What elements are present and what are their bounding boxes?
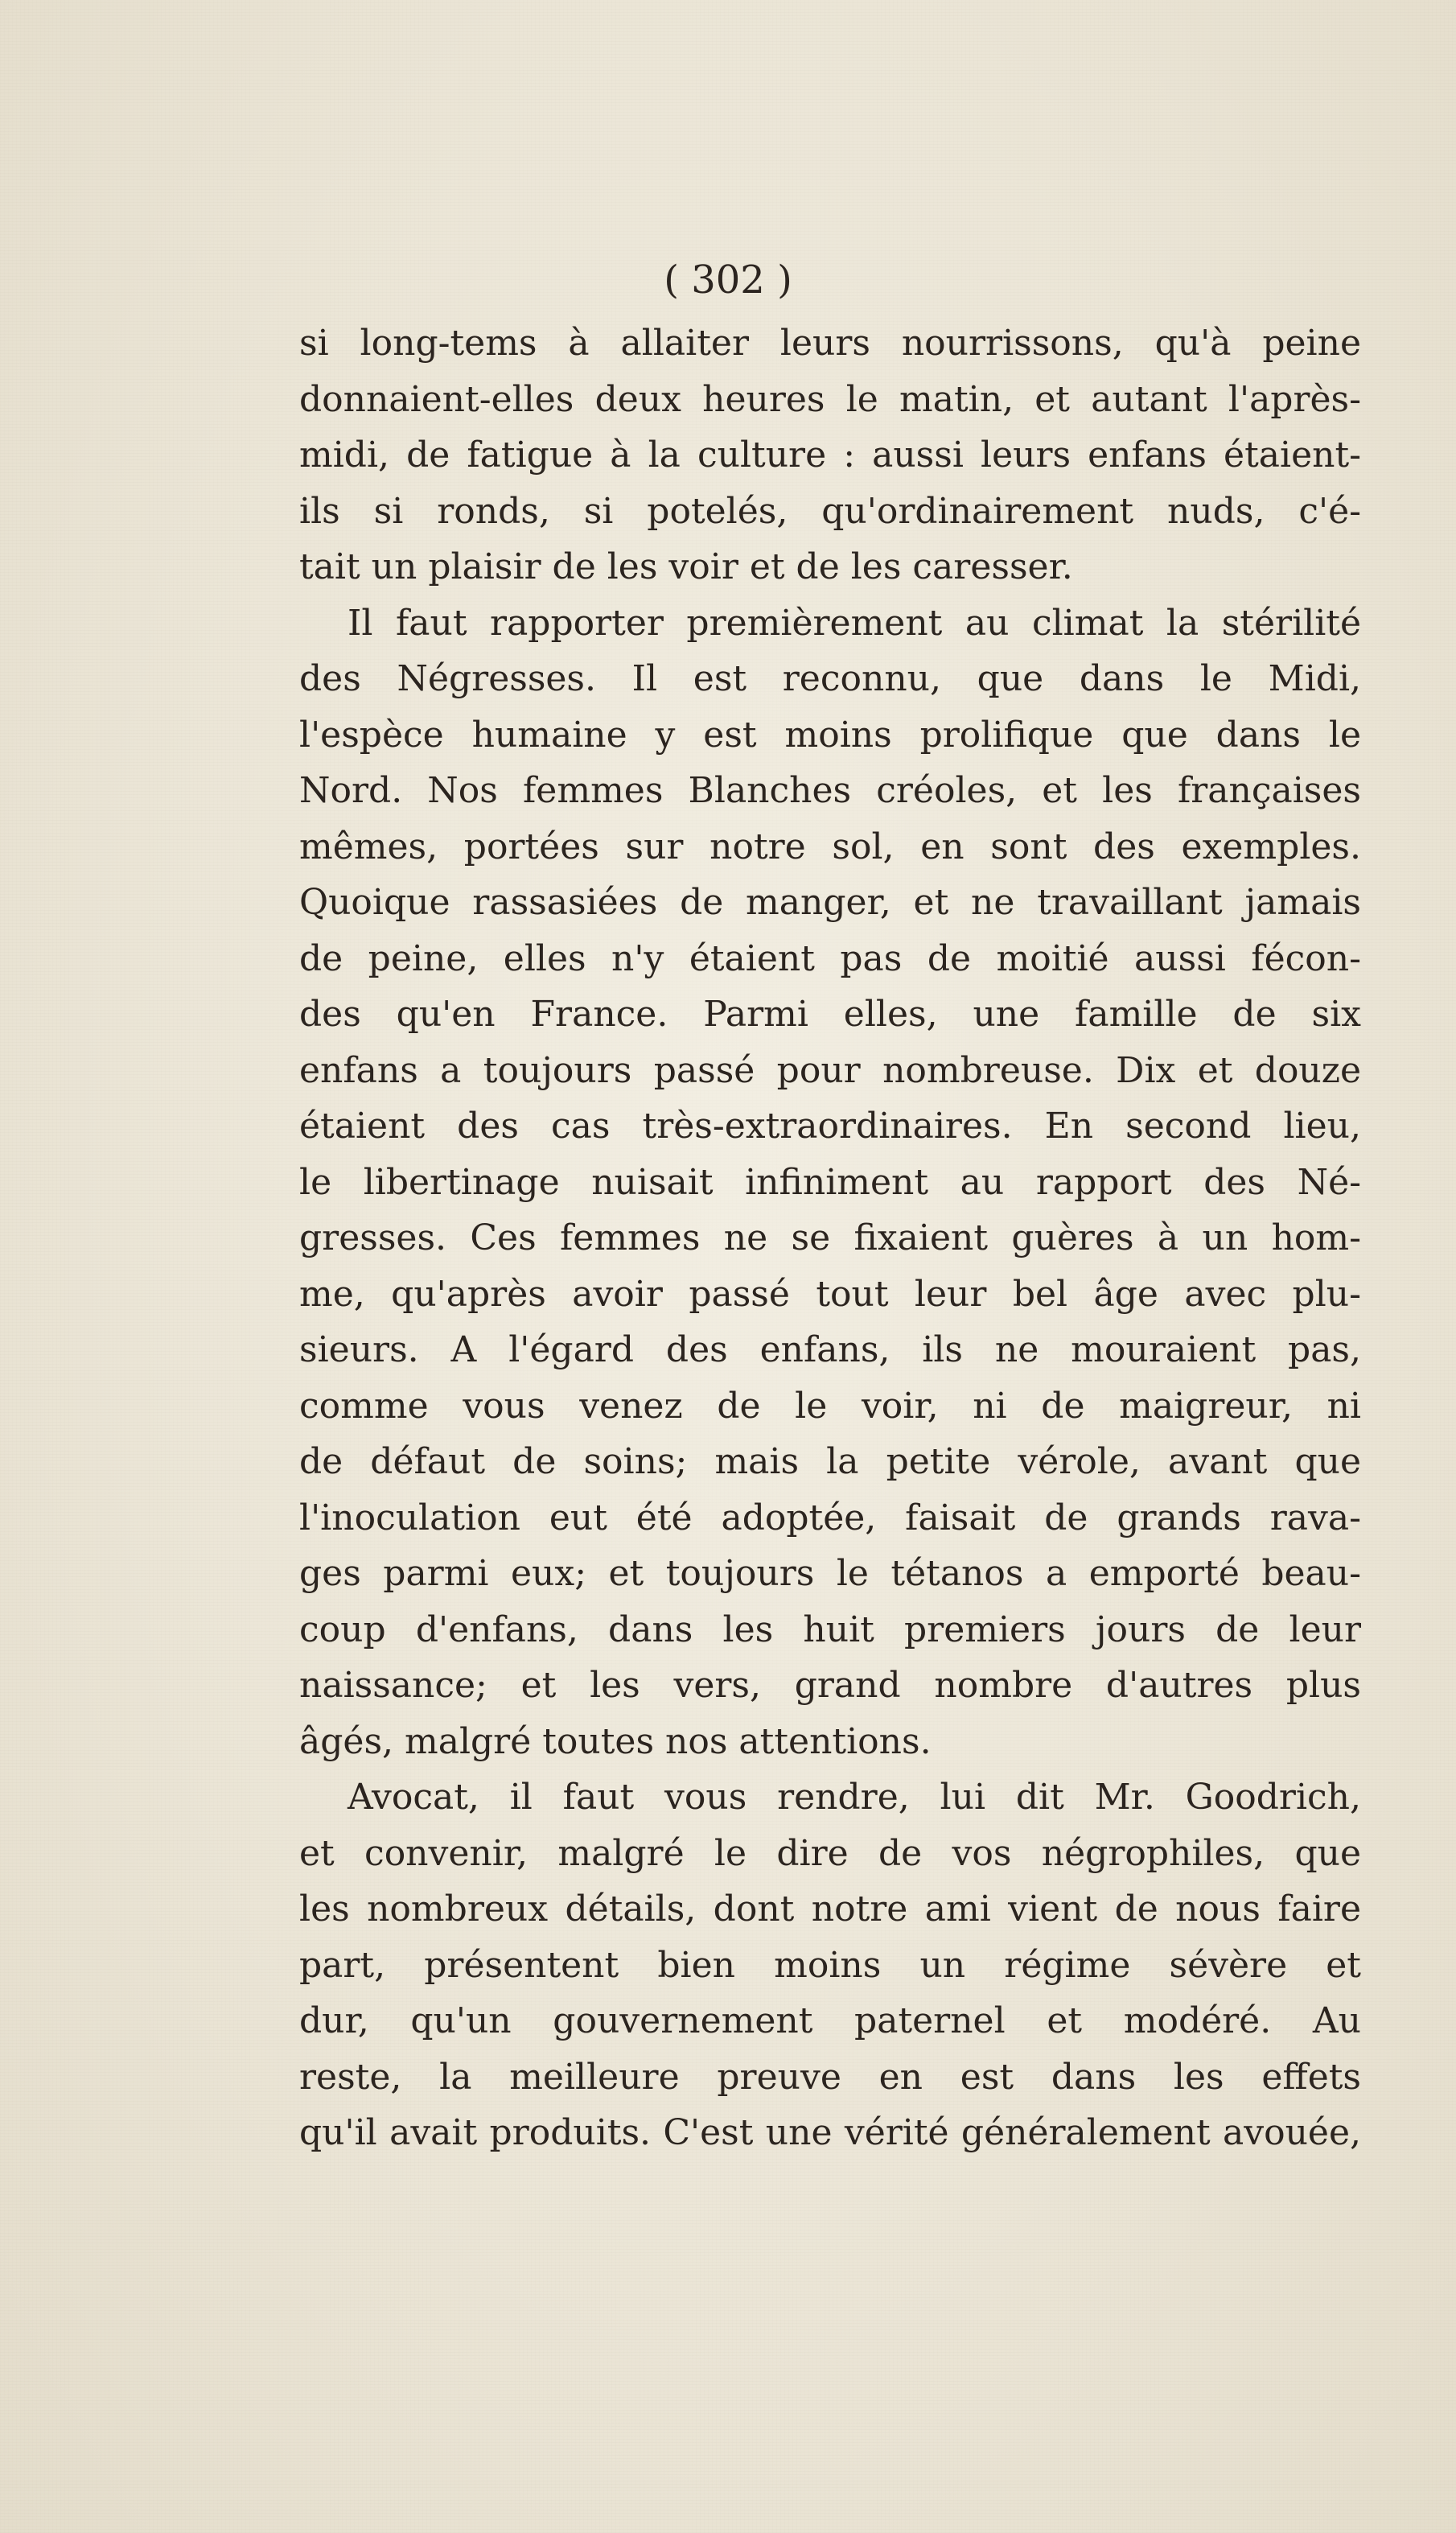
text-line: le libertinage nuisait infiniment au rapport des Né- bbox=[299, 1161, 1361, 1203]
text-line: dur, qu'un gouvernement paternel et modéré. Au bbox=[299, 2000, 1361, 2041]
text-line: les nombreux détails, dont notre ami vient de nous faire bbox=[299, 1888, 1361, 1930]
text-line: reste, la meilleure preuve en est dans les effets bbox=[299, 2056, 1361, 2098]
text-line: naissance; et les vers, grand nombre d'autres plus bbox=[299, 1665, 1361, 1706]
text-line: comme vous venez de le voir, ni de maigreur, ni bbox=[299, 1385, 1361, 1427]
text-line: me, qu'après avoir passé tout leur bel âge avec plu- bbox=[299, 1273, 1361, 1315]
text-line: des qu'en France. Parmi elles, une famille de six bbox=[299, 994, 1361, 1035]
text-line: et convenir, malgré le dire de vos négrophiles, que bbox=[299, 1832, 1361, 1874]
page-number: ( 302 ) bbox=[664, 257, 792, 303]
text-line: de peine, elles n'y étaient pas de moitié aussi fécon- bbox=[299, 937, 1361, 979]
text-line: de défaut de soins; mais la petite vérole, avant que bbox=[299, 1441, 1361, 1482]
text-line: étaient des cas très-extraordinaires. En second lieu, bbox=[299, 1106, 1361, 1147]
text-line: part, présentent bien moins un régime sévère et bbox=[299, 1944, 1361, 1986]
text-line: tait un plaisir de les voir et de les caresser. bbox=[299, 546, 1073, 587]
text-line: sieurs. A l'égard des enfans, ils ne mouraient pas, bbox=[299, 1329, 1361, 1370]
text-line: l'espèce humaine y est moins prolifique que dans le bbox=[299, 714, 1361, 756]
text-line: coup d'enfans, dans les huit premiers jours de leur bbox=[299, 1608, 1361, 1650]
text-line: âgés, malgré toutes nos attentions. bbox=[299, 1720, 932, 1762]
text-line: midi, de fatigue à la culture : aussi leurs enfans étaient- bbox=[299, 435, 1361, 476]
text-line: des Négresses. Il est reconnu, que dans le Midi, bbox=[299, 658, 1361, 699]
text-line: Il faut rapporter premièrement au climat la stérilité bbox=[348, 602, 1361, 644]
text-line: Avocat, il faut vous rendre, lui dit Mr. Goodrich, bbox=[348, 1777, 1361, 1818]
text-line: qu'il avait produits. C'est une vérité généralement avouée, bbox=[299, 2112, 1361, 2153]
page-body bbox=[299, 315, 1361, 2161]
text-line: Quoique rassasiées de manger, et ne travaillant jamais bbox=[299, 882, 1361, 923]
text-line: si long-tems à allaiter leurs nourrissons, qu'à peine bbox=[299, 323, 1361, 364]
text-line: ges parmi eux; et toujours le tétanos a emporté beau- bbox=[299, 1553, 1361, 1594]
text-line: gresses. Ces femmes ne se fixaient guères à un hom- bbox=[299, 1217, 1361, 1258]
text-line: mêmes, portées sur notre sol, en sont des exemples. bbox=[299, 826, 1361, 867]
text-line: Nord. Nos femmes Blanches créoles, et les françaises bbox=[299, 770, 1361, 811]
text-line: l'inoculation eut été adoptée, faisait de grands rava- bbox=[299, 1497, 1361, 1538]
text-line: enfans a toujours passé pour nombreuse. Dix et douze bbox=[299, 1049, 1361, 1091]
text-line: ils si ronds, si potelés, qu'ordinairement nuds, c'é- bbox=[299, 490, 1361, 532]
text-line: donnaient-elles deux heures le matin, et autant l'après- bbox=[299, 378, 1361, 420]
